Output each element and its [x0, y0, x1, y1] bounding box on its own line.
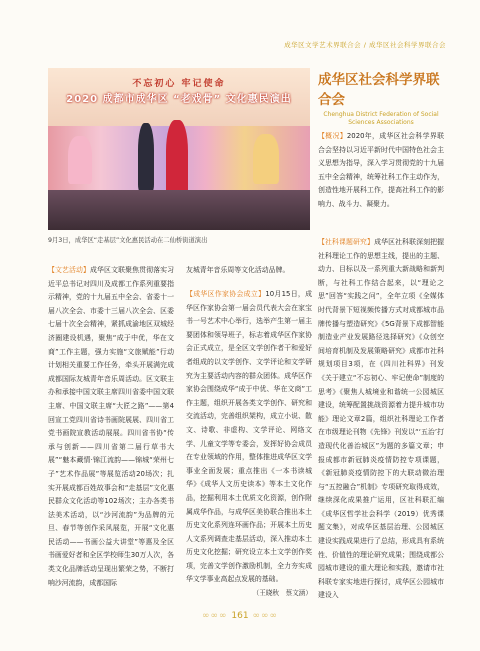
photo-caption: 9月3日，成华区“走基层”文化惠民活动在二仙桥街道演出	[48, 237, 208, 244]
writers-association-text: 10月15日，成华区作家协会第一届会员代表大会在家宝书一号艺术中心举行，选举产生第一届主要团体和领导班子，标志着成华区作家协会正式成立，是全区文学创作者干和爱好者组成的以文学创作、文学评论和文学研究为主要活动内容的群众团体。成华区作家协会围绕成华“成于中优、华在文商”工作主题，组织开展各类文学创作、研究和交流活动，完善组织架构，成立小说、散文、诗歌、非虚构、文学评论、网络文学、儿童文学等专委会，发挥好协会成员在专业领域的作用，整体推进成华区文学事业全面发展；重点推出《一本书读城华》《成华人文历史读本》等本土文化作品，挖掘利用本土优质文化资源，创作附属成华作品，与成华区美协联合推出本土历史文化系列连环画作品；开展本土历史人文系列调查走基层活动，深入推动本土历史文化挖掘；研究设立本土文学创作奖项，完善文学创作激励机制，全力夯实成华文学事业高起点发展的基础。	[186, 290, 313, 584]
arts-activities-continued: 友城青年音乐周等文化活动品牌。	[186, 266, 290, 274]
organization-title: 成华区社会科学界联合会	[318, 72, 440, 108]
side-heading	[318, 68, 444, 126]
photo-banner-line2: 2020 成都市成华区 “老戏骨” 文化惠民演出	[66, 94, 292, 105]
page-header: 成华区文学艺术界联合会 / 成华区社会科学界联合会	[284, 41, 446, 49]
writers-association-paragraph	[186, 288, 312, 601]
dancer-right	[253, 134, 279, 184]
arts-activities-label: 【文艺活动】	[48, 266, 91, 274]
arts-activities-paragraph	[48, 264, 174, 590]
dancer-left	[68, 136, 92, 184]
performer-male	[138, 123, 154, 191]
research-paragraph	[318, 236, 444, 603]
overview-label: 【概况】	[318, 132, 347, 140]
page-number-text: 161	[231, 611, 249, 621]
organization-subtitle: Chenghua District Federation of Social Sciences Associations	[323, 111, 439, 126]
event-photo	[48, 68, 310, 230]
overview-paragraph	[318, 130, 444, 212]
performer-female	[166, 120, 188, 198]
photo-banner-line1: 不忘初心 牢记使命	[132, 79, 226, 89]
page-number	[0, 611, 480, 621]
page-number-ornament-right: ∞∞∞	[248, 611, 278, 621]
page-number-ornament-left: ∞∞∞	[202, 611, 232, 621]
overview-text: 2020年，成华区社会科学界联合会坚持以习近平新时代中国特色社会主义思想为指导，深入学习贯彻党的十九届五中全会精神，统筹社科工作主动作为，创造性地开展科工作，提高社科工作的影响力、战斗力、凝聚力。	[318, 132, 444, 208]
writers-association-label: 【成华区作家协会成立】	[186, 290, 266, 298]
photo-audience	[48, 190, 310, 230]
arts-activities-text: 成华区文联聚焦贯彻落实习近平总书记对四川及成都工作系列重要指示精神，党的十九届五中全会、省委十一届八次全会、市委十三届八次全会、区委七届十次全会精神，紧抓成渝地区双城经济圈建设机遇，聚焦“成于中优，华在文商”工作主题，强力实施“文旅赋能”行动计划相关重要工作任务，牵头开展满完成成都国际友城青年音乐周活动。区文联主办和承接中国文联主席四川省委中国文联主席、中国文联主席“大匠之路”——第4回宣工党四川省诗书画院展展、四川省工党书画院宣教活动展展。四川省书协“传承与创新——四川省第二届行草书大展”“魅本藏情·锦江流韵——锦城“荣州七子”艺术作品展”等展览活动20场次；扎实开展成都百姓故事会和“走基层”文化惠民群众文化活动等102场次；主办各类书法美术活动，以“沙河流韵”为品牌的元旦、春节等创作采风展览，开展“文化惠民活动——书画公益大讲堂”等惠及全区书画爱好者和全区学校师生30万人次，各类文化品牌活动呈现出繁荣之势，不断打响沙河流韵，成都国际	[48, 266, 175, 587]
research-text: 成华区社科联深刻把握社科理论工作的思想主线，提出的主题、动力、目标以及一系列重大新战略和新判断，与社科工作结合起来，以“理论之思”回答“实践之问”，全年立项《全媒体时代背景下短视频传播方式对成都城市品牌传播与塑造研究》《5G背景下成都智能制造业产业发展路径选择研究》《众创空间培育机制及发展策略研究》成都市社科规划项目3项，在《四川社科界》刊发《关于建立“不忘初心、牢记使命”制度的思考》《聚焦人城境业和谐统一公园城区建设，统筹配置挑战资源着力提升城市功能》理论文章2篇，组织社科理论工作者在市级理论刊物《先锋》刊发以“‘五治’打造现代化善治城区”为题的多篇文章；申报成都市新冠肺炎疫情防控专项课题，《新冠肺炎疫情防控下的大联动微治理与“五控融合”机制》专项研究取得成效，继续深化成果推广运用，区社科联汇编《成华区哲学社会科学（2019）优秀课题文集》，对成华区基层治理、公园城区建设实践成果进行了总结，形成具有系统性、价值性的理论研究成果；围绕成都公园城市建设的重大理论和实践，邀请市社科联专家实地进行探讨，成华区公园城市建设入	[318, 238, 445, 600]
research-label: 【社科课题研究】	[318, 238, 375, 246]
article-authors: （王晓秋 蔡文涵）	[252, 589, 312, 598]
